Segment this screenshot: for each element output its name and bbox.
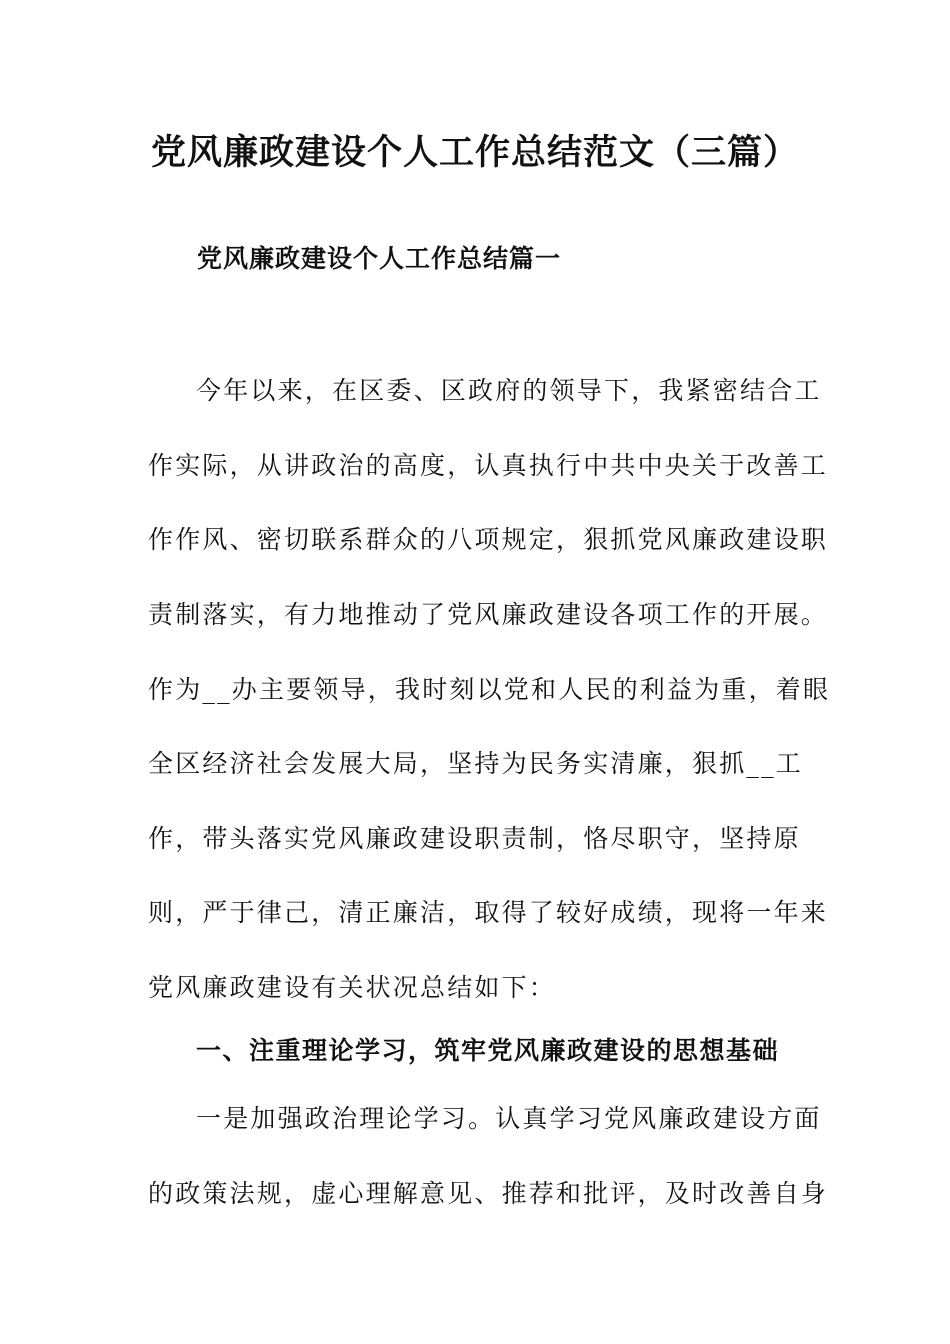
paragraph-line: 党风廉政建设有关状况总结如下： [148, 973, 557, 1002]
paragraph-line: 今年以来，在区委、区政府的领导下，我紧密结合工 [196, 376, 822, 405]
paragraph-line: 作，带头落实党风廉政建设职责制，恪尽职守，坚持原 [148, 824, 801, 853]
paragraph-line: 作实际，从讲政治的高度，认真执行中共中央关于改善工 [148, 451, 829, 480]
paragraph-line: 则，严于律己，清正廉洁，取得了较好成绩，现将一年来 [148, 898, 829, 927]
paragraph-line: 作为__办主要领导，我时刻以党和人民的利益为重，着眼 [148, 675, 831, 704]
section-subtitle: 党风廉政建设个人工作总结篇一 [197, 244, 562, 273]
paragraph-line: 全区经济社会发展大局，坚持为民务实清廉，狠抓__工 [148, 749, 804, 778]
paragraph-line: 作作风、密切联系群众的八项规定，狠抓党风廉政建设职 [148, 525, 829, 554]
document-title: 党风廉政建设个人工作总结范文（三篇） [150, 132, 799, 173]
paragraph-line: 的政策法规，虚心理解意见、推荐和批评，及时改善自身 [148, 1179, 829, 1208]
section-heading: 一、注重理论学习，筑牢党风廉政建设的思想基础 [196, 1036, 780, 1065]
paragraph-line: 一是加强政治理论学习。认真学习党风廉政建设方面 [196, 1104, 822, 1133]
paragraph-line: 责制落实，有力地推动了党风廉政建设各项工作的开展。 [148, 600, 829, 629]
